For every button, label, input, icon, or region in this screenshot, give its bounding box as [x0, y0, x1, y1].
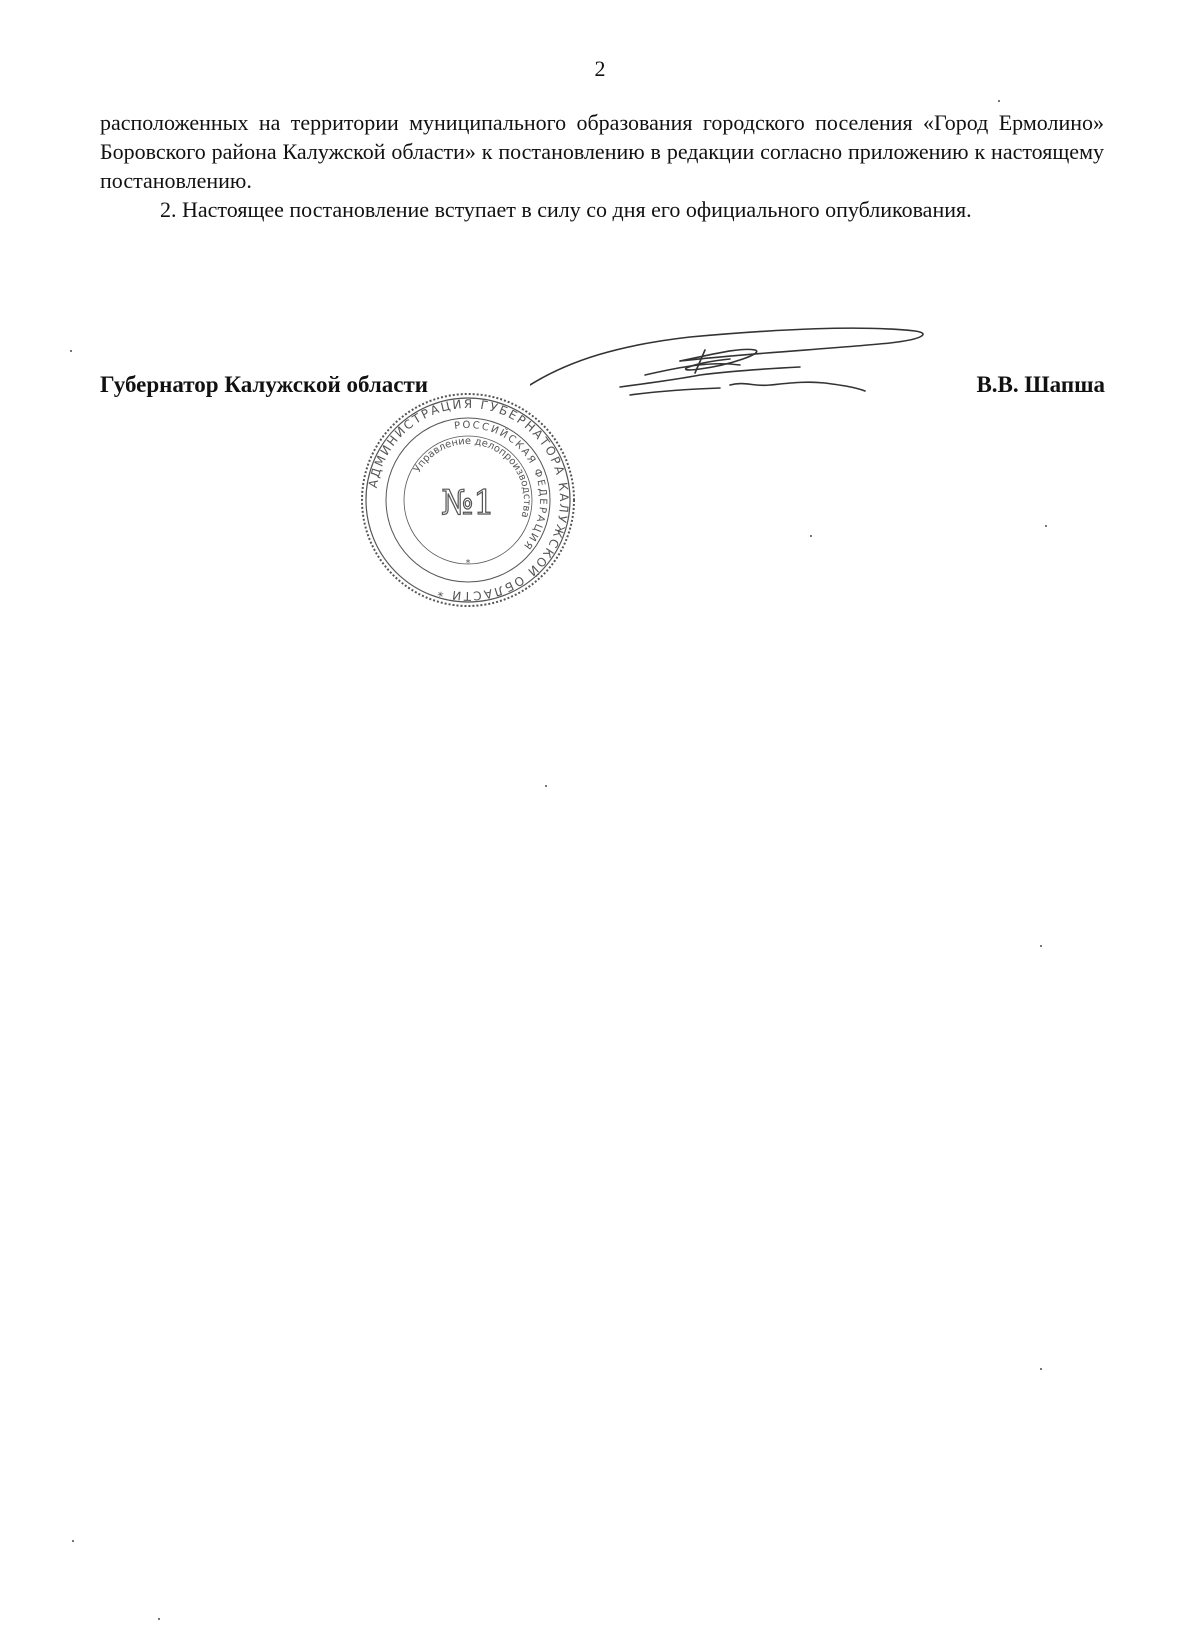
scan-speck [158, 1618, 160, 1620]
signatory-name: В.В. Шапша [976, 372, 1105, 397]
svg-text:Управление делопроизводства: Управление делопроизводства [412, 435, 533, 519]
scan-speck [1040, 945, 1042, 947]
scan-speck [72, 1540, 74, 1542]
signatory-title: Губернатор Калужской области [100, 372, 429, 397]
paragraph-continuation: расположенных на территории муниципального образования городского поселения «Город Ермолино» Боровского района Калужской области» к постановлению в редакции согласно приложению к настоящему постановлению. [100, 110, 1104, 193]
svg-text:АДМИНИСТРАЦИЯ ГУБЕРНАТОРА КАЛУ: АДМИНИСТРАЦИЯ ГУБЕРНАТОРА КАЛУЖСКОЙ ОБЛАСТИ * [365, 396, 572, 604]
scan-speck [1040, 1368, 1042, 1370]
document-body [100, 108, 1104, 224]
scan-speck [998, 100, 1000, 102]
page-number: 2 [594, 56, 606, 81]
scan-speck [70, 350, 72, 352]
handwritten-signature [530, 325, 980, 435]
official-seal [358, 390, 578, 610]
paragraph-item-2: 2. Настоящее постановление вступает в силу со дня его официального опубликования. [160, 197, 972, 222]
scan-speck [1045, 525, 1047, 527]
svg-text:*: * [465, 558, 471, 569]
scan-speck [810, 535, 812, 537]
svg-text:№1: №1 [441, 483, 495, 523]
svg-text:РОССИЙСКАЯ ФЕДЕРАЦИЯ: РОССИЙСКАЯ ФЕДЕРАЦИЯ [453, 419, 549, 553]
scan-speck [545, 785, 547, 787]
